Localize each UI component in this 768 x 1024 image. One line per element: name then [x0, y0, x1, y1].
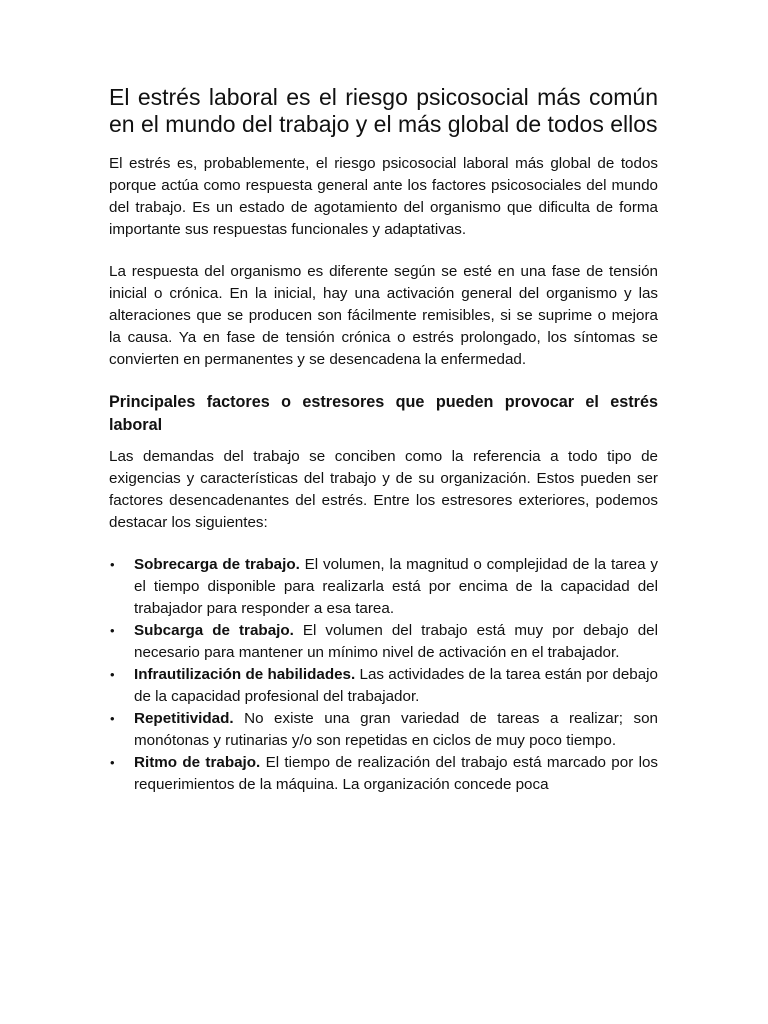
document-page	[109, 84, 658, 796]
list-item-text: Las actividades de la tarea están por debajo de la capacidad profesional del trabajador.	[134, 666, 658, 705]
bullet-icon: •	[110, 755, 115, 770]
intro-paragraph: El estrés es, probablemente, el riesgo psicosocial laboral más global de todos porque actúa como respuesta general ante los factores psicosociales del mundo del trabajo. Es un estado de agotamiento del organismo que dificulta de forma importante sus respuestas funcionales y adaptativas.	[109, 155, 658, 238]
section-heading: Principales factores o estresores que pueden provocar el estrés laboral	[109, 393, 658, 434]
list-item	[109, 554, 658, 620]
stressors-list	[109, 554, 658, 796]
bullet-icon: •	[110, 667, 115, 682]
list-item-text: El tiempo de realización del trabajo está marcado por los requerimientos de la máquina. La organización concede poca	[134, 754, 658, 793]
list-item-text: El volumen del trabajo está muy por debajo del necesario para mantener un mínimo nivel de activación en el trabajador.	[134, 622, 658, 661]
list-item-term: Ritmo de trabajo.	[134, 754, 261, 771]
list-item-term: Infrautilización de habilidades.	[134, 666, 356, 683]
list-item-term: Sobrecarga de trabajo.	[134, 556, 300, 573]
list-item	[109, 664, 658, 708]
list-item	[109, 620, 658, 664]
response-paragraph: La respuesta del organismo es diferente según se esté en una fase de tensión inicial o crónica. En la inicial, hay una activación general del organismo y las alteraciones que se producen son fácilmente remisibles, si se suprime o mejora la causa. Ya en fase de tensión crónica o estrés prolongado, los síntomas se convierten en permanentes y se desencadena la enfermedad.	[109, 263, 658, 368]
section-paragraph: Las demandas del trabajo se conciben como la referencia a todo tipo de exigencias y características del trabajo y de su organización. Estos pueden ser factores desencadenantes del estrés. Entre los estresores exteriores, podemos destacar los siguientes:	[109, 448, 658, 531]
document-title: El estrés laboral es el riesgo psicosocial más común en el mundo del trabajo y el más global de todos ellos	[109, 84, 658, 137]
list-item-text: No existe una gran variedad de tareas a realizar; son monótonas y rutinarias y/o son repetidas en ciclos de muy poco tiempo.	[134, 710, 658, 749]
bullet-icon: •	[110, 623, 115, 638]
list-item-text: El volumen, la magnitud o complejidad de la tarea y el tiempo disponible para realizarla está por encima de la capacidad del trabajador para responder a esa tarea.	[134, 556, 658, 617]
list-item	[109, 752, 658, 796]
list-item	[109, 708, 658, 752]
list-item-term: Subcarga de trabajo.	[134, 622, 294, 639]
bullet-icon: •	[110, 711, 115, 726]
list-item-term: Repetitividad.	[134, 710, 234, 727]
bullet-icon: •	[110, 557, 115, 572]
